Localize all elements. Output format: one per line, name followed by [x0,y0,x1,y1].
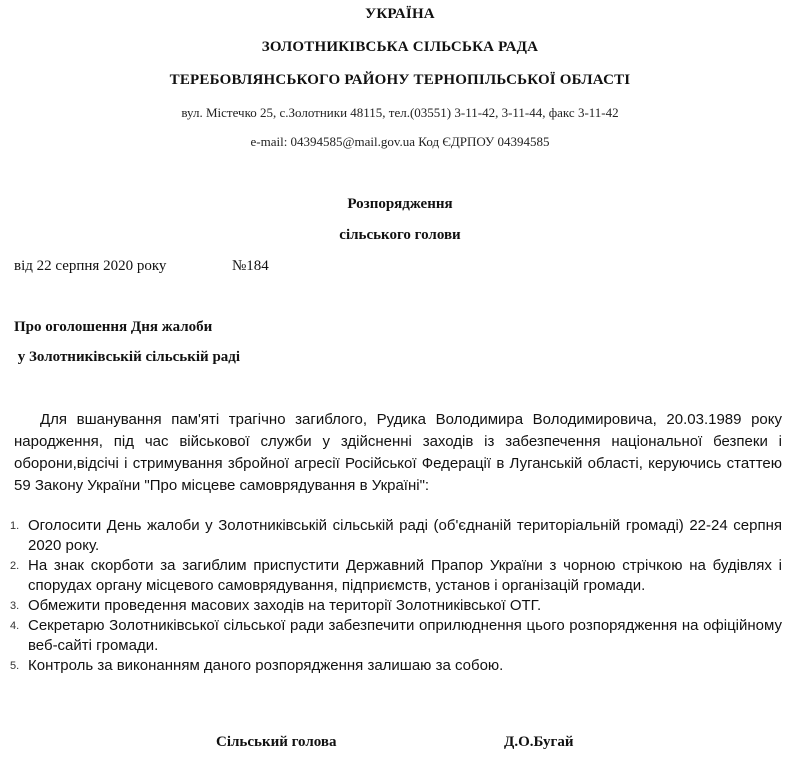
item-text: Секретарю Золотниківської сільської ради забезпечити оприлюднення цього розпорядження на офіційному веб-сайті громади. [28,617,782,654]
item-text: На знак скорботи за загиблим приспустити Державний Прапор України з чорною стрічкою на будівлях і спорудах органу місцевого самоврядування, підприємств, установ і організацій громади. [28,557,782,594]
header-address: вул. Містечко 25, с.Золотники 48115, тел.(03551) 3-11-42, 3-11-44, факс 3-11-42 [181,105,619,120]
order-title: Розпорядження [347,196,453,212]
item-number: 5. [10,660,20,672]
order-items-list [10,516,782,676]
header-council: ЗОЛОТНИКІВСЬКА СІЛЬСЬКА РАДА [261,39,539,55]
header-country: УКРАЇНА [365,6,435,22]
item-number: 1. [10,520,20,532]
item-number: 4. [10,620,20,632]
order-number: №184 [232,258,269,274]
item-text: Контроль за виконанням даного розпорядження залишаю за собою. [28,657,504,674]
header-district: ТЕРЕБОВЛЯНСЬКОГО РАЙОНУ ТЕРНОПІЛЬСЬКОЇ ОБЛАСТІ [169,72,631,88]
item-text: Оголосити День жалоби у Золотниківській сільській раді (об'єднаній територіальній громаді) 22-24 серпня 2020 року. [28,517,782,554]
item-text: Обмежити проведення масових заходів на території Золотниківської ОТГ. [28,597,542,614]
subject-line-2: у Золотниківській сільській раді [14,349,241,365]
list-item [10,616,782,656]
item-number: 2. [10,560,20,572]
order-date: від 22 серпня 2020 року [14,258,167,274]
preamble-paragraph: Для вшанування пам'яті трагічно загиблого, Рудика Володимира Володимировича, 20.03.1989 року народження, під час військової служби у здійсненні заходів із забезпечення національної безпеки і оборони,відсічі і стримування збройної агресії Російської Федерації в Луганській області, керуючись статтею 59 Закону України "Про місцеве самоврядування в Україні": [14,411,782,494]
list-item [10,516,782,556]
item-number: 3. [10,600,20,612]
list-item [10,656,782,676]
list-item [10,556,782,596]
list-item [10,596,782,616]
header-contacts: e-mail: 04394585@mail.gov.ua Код ЄДРПОУ 04394585 [250,134,550,149]
signature-name: Д.О.Бугай [504,734,574,750]
signature-position: Сільський голова [216,734,337,750]
order-subtitle: сільського голови [339,227,461,243]
subject-line-1: Про оголошення Дня жалоби [14,319,213,335]
